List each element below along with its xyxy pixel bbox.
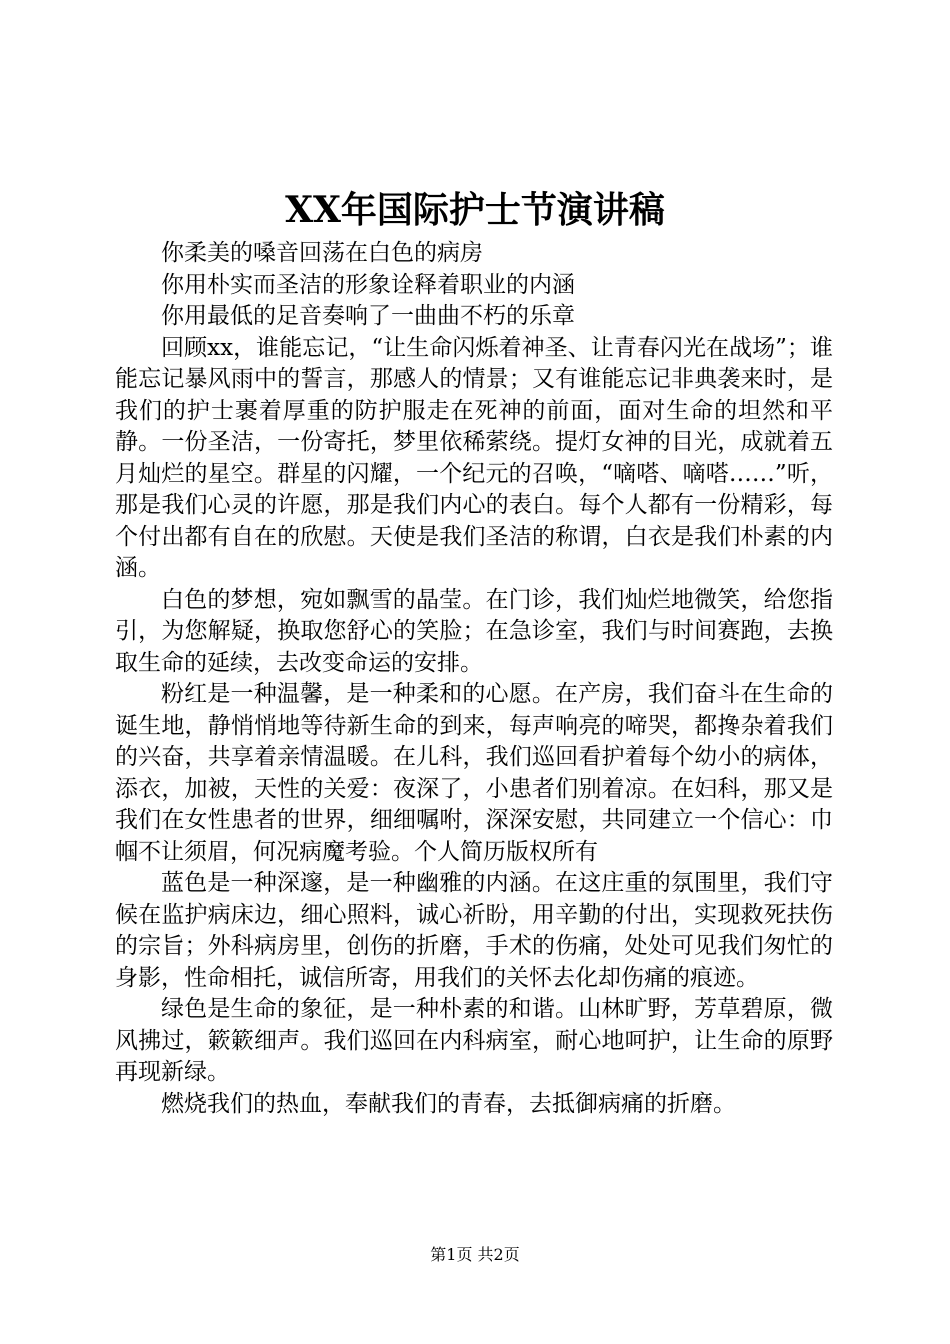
- document-body: [115, 238, 833, 1120]
- poem-line-1: 你柔美的嗓音回荡在白色的病房: [161, 240, 483, 266]
- page-number: 第1页 共2页: [430, 1245, 520, 1264]
- paragraph-blue: 蓝色是一种深邃，是一种幽雅的内涵。在这庄重的氛围里，我们守候在监护病床边，细心照料，诚心祈盼，用辛勤的付出，实现救死扶伤的宗旨；外科病房里，创伤的折磨，手术的伤痛，处处可见我们匆忙的身影，性命相托，诚信所寄，用我们的关怀去化却伤痛的痕迹。: [115, 870, 833, 991]
- paragraph-closing: 燃烧我们的热血，奉献我们的青春，去抵御病痛的折磨。: [161, 1090, 736, 1117]
- paragraph-white: 白色的梦想，宛如飘雪的晶莹。在门诊，我们灿烂地微笑，给您指引，为您解疑，换取您舒心的笑脸；在急诊室，我们与时间赛跑，去换取生命的延续，去改变命运的安排。: [115, 586, 833, 676]
- paragraph-pink: 粉红是一种温馨，是一种柔和的心愿。在产房，我们奋斗在生命的诞生地，静悄悄地等待新生命的到来，每声响亮的啼哭，都搀杂着我们的兴奋，共享着亲情温暖。在儿科，我们巡回看护着每个幼小的病体，添衣，加被，天性的关爱：夜深了，小患者们别着凉。在妇科，那又是我们在女性患者的世界，细细嘱咐，深深安慰，共同建立一个信心：巾帼不让须眉，何况病魔考验。个人简历版权所有: [115, 681, 833, 865]
- paragraph-review: 回顾xx，谁能忘记，“让生命闪烁着神圣、让青春闪光在战场”；谁能忘记暴风雨中的誓言，那感人的情景；又有谁能忘记非典袭来时，是我们的护士裹着厚重的防护服走在死神的前面，面对生命的坦然和平静。一份圣洁，一份寄托，梦里依稀萦绕。提灯女神的目光，成就着五月灿烂的星空。群星的闪耀，一个纪元的召唤，“嘀嗒、嘀嗒……”听，那是我们心灵的许愿，那是我们内心的表白。每个人都有一份精彩，每个付出都有自在的欣慰。天使是我们圣洁的称谓，白衣是我们朴素的内涵。: [115, 334, 833, 581]
- document-title: XX年国际护士节演讲稿: [285, 189, 665, 231]
- paragraph-green: 绿色是生命的象征，是一种朴素的和谐。山林旷野，芳草碧原，微风拂过，簌簌细声。我们巡回在内科病室，耐心地呵护，让生命的原野再现新绿。: [115, 996, 833, 1085]
- poem-line-3: 你用最低的足音奏响了一曲曲不朽的乐章: [161, 303, 575, 329]
- poem-line-2: 你用朴实而圣洁的形象诠释着职业的内涵: [161, 271, 575, 298]
